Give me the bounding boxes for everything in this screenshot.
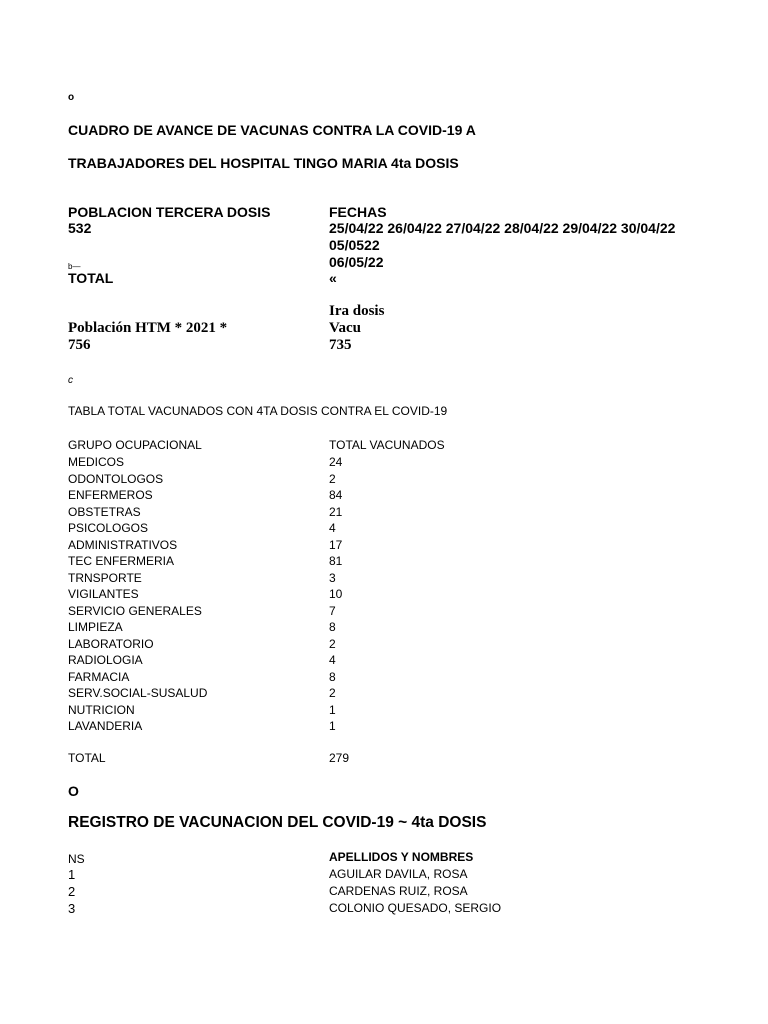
- table-cell-grupo: SERV.SOCIAL-SUSALUD: [68, 686, 208, 700]
- table-cell-total: 1: [329, 719, 336, 733]
- table-total-label: TOTAL: [68, 751, 106, 765]
- table-cell-grupo: TRNSPORTE: [68, 570, 142, 585]
- table-header-grupo: GRUPO OCUPACIONAL: [68, 438, 202, 452]
- table-cell-grupo: OBSTETRAS: [68, 504, 141, 519]
- table-cell-total: 4: [329, 653, 336, 667]
- table-cell-total: 84: [329, 488, 343, 502]
- poblacion-value: 532: [68, 220, 92, 236]
- table-cell-total: 2: [329, 686, 336, 700]
- poblacion-htm-value: 756: [68, 337, 91, 353]
- table-cell-total: 10: [329, 587, 343, 601]
- mark-c: c: [68, 375, 73, 386]
- table-cell-grupo: ADMINISTRATIVOS: [68, 537, 178, 552]
- table-cell-total: 8: [329, 620, 336, 634]
- fechas-line2: 05/0522: [329, 237, 380, 253]
- registro-title: REGISTRO DE VACUNACION DEL COVID-19 ~ 4ta DOSIS: [68, 814, 487, 831]
- table-cell-grupo: LABORATORIO: [68, 636, 154, 651]
- table-cell-total: 2: [329, 471, 336, 486]
- table-cell-grupo: MEDICOS: [68, 455, 125, 469]
- poblacion-label: POBLACION TERCERA DOSIS: [68, 204, 271, 220]
- ira-dosis-label: Ira dosis: [329, 303, 385, 319]
- table-cell-total: 8: [329, 669, 336, 684]
- table-cell-grupo: PSICOLOGOS: [68, 521, 149, 535]
- table-cell-total: 4: [329, 521, 336, 535]
- fechas-line1: 25/04/22 26/04/22 27/04/22 28/04/22 29/04/22 30/04/22: [329, 220, 676, 236]
- table-header-total: TOTAL VACUNADOS: [329, 438, 445, 452]
- table-cell-grupo: SERVICIO GENERALES: [68, 603, 202, 618]
- vacu-label: Vacu: [329, 320, 361, 336]
- registro-cell-n: 1: [68, 867, 76, 882]
- vacu-value: 735: [329, 337, 352, 353]
- table-cell-grupo: LAVANDERIA: [68, 719, 143, 733]
- table-cell-total: 24: [329, 455, 343, 469]
- registro-cell-nombre: COLONIO QUESADO, SERGIO: [329, 901, 502, 915]
- table-title: TABLA TOTAL VACUNADOS CON 4TA DOSIS CONTRA EL COVID-19: [68, 404, 448, 418]
- table-cell-total: 2: [329, 636, 336, 651]
- fechas-line3: 06/05/22: [329, 254, 384, 270]
- table-cell-grupo: FARMACIA: [68, 669, 130, 684]
- table-cell-grupo: ODONTOLOGOS: [68, 471, 164, 486]
- table-cell-total: 1: [329, 702, 336, 717]
- table-cell-grupo: TEC ENFERMERIA: [68, 554, 175, 568]
- page-title-line2: TRABAJADORES DEL HOSPITAL TINGO MARIA 4ta DOSIS: [68, 155, 459, 171]
- top-mark: o: [68, 92, 75, 103]
- small-mark: b—: [68, 262, 81, 271]
- table-cell-grupo: NUTRICION: [68, 702, 135, 717]
- table-cell-grupo: RADIOLOGIA: [68, 653, 143, 667]
- page-title-line1: CUADRO DE AVANCE DE VACUNAS CONTRA LA COVID-19 A: [68, 122, 476, 138]
- registro-header-nombre: APELLIDOS Y NOMBRES: [329, 850, 474, 864]
- registro-cell-n: 3: [68, 901, 76, 916]
- registro-cell-nombre: AGUILAR DAVILA, ROSA: [329, 867, 468, 881]
- table-cell-grupo: LIMPIEZA: [68, 620, 123, 634]
- registro-cell-nombre: CARDENAS RUIZ, ROSA: [329, 884, 468, 898]
- total-symbol: «: [329, 270, 337, 286]
- poblacion-htm-label: Población HTM * 2021 *: [68, 320, 228, 336]
- table-cell-total: 7: [329, 603, 336, 618]
- registro-cell-n: 2: [68, 884, 76, 899]
- table-cell-grupo: VIGILANTES: [68, 587, 139, 601]
- table-cell-total: 3: [329, 570, 336, 585]
- table-cell-total: 81: [329, 554, 343, 568]
- table-cell-total: 21: [329, 504, 343, 519]
- registro-mark: O: [68, 783, 79, 799]
- table-cell-total: 17: [329, 537, 343, 552]
- total-label: TOTAL: [68, 270, 114, 286]
- registro-header-n: NS: [68, 852, 85, 866]
- table-cell-grupo: ENFERMEROS: [68, 488, 153, 502]
- fechas-label: FECHAS: [329, 204, 387, 220]
- table-total-value: 279: [329, 751, 350, 765]
